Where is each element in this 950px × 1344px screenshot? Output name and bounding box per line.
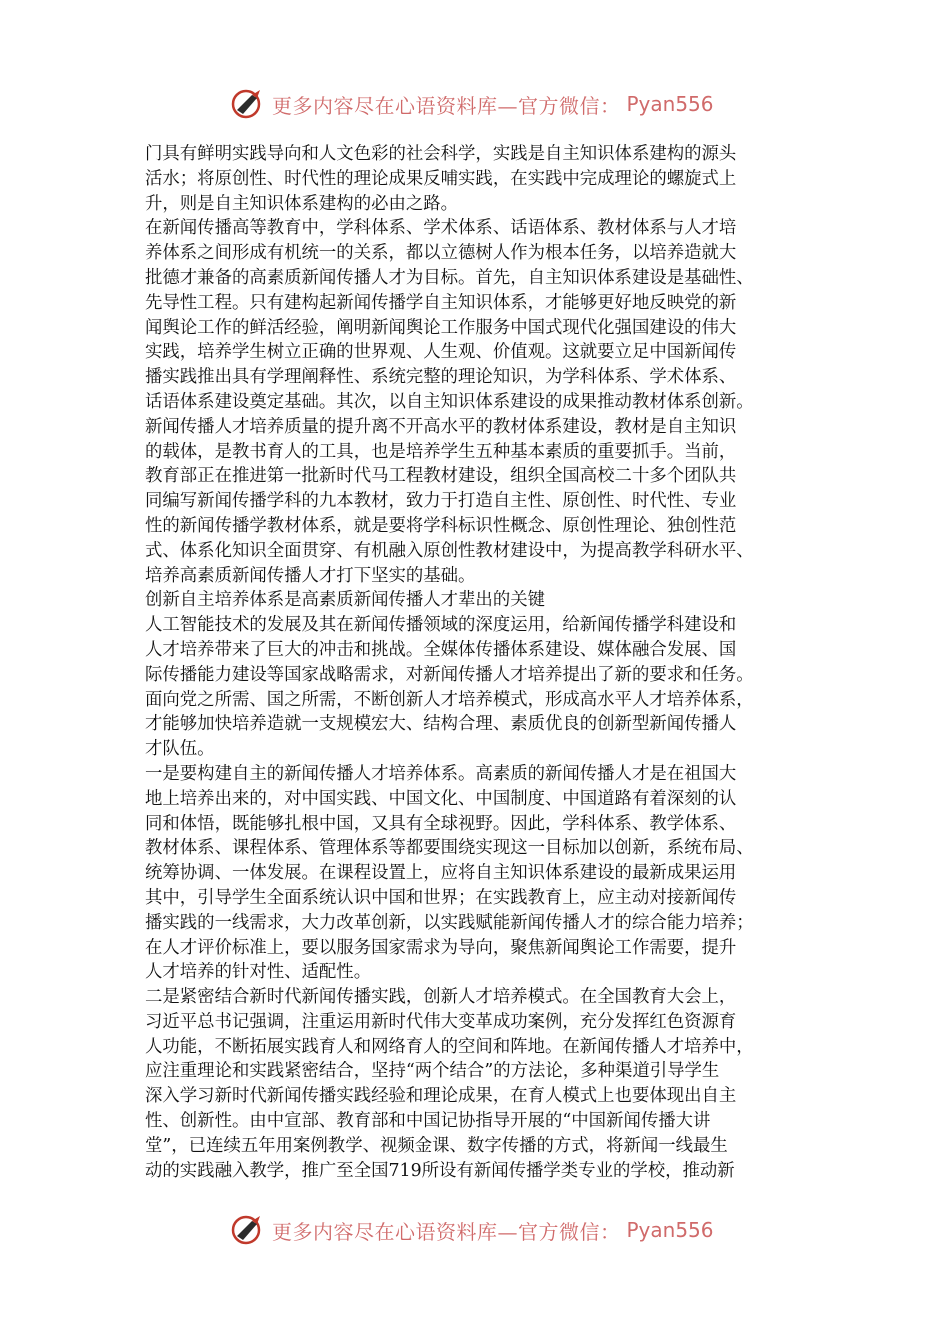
text-line: 同和体悟，既能够扎根中国，又具有全球视野。因此，学科体系、教学体系、 [145, 813, 737, 834]
text-line: 在新闻传播高等教育中，学科体系、学术体系、话语体系、教材体系与人才培 [145, 218, 737, 239]
text-line: 一是要构建自主的新闻传播人才培养体系。高素质的新闻传播人才是在祖国大 [145, 763, 737, 784]
footer-banner-id: Pyan556 [626, 1218, 714, 1242]
text-line: 教育部正在推进第一批新时代马工程教材建设，组织全国高校二十多个团队共 [145, 466, 737, 487]
text-line: 同编写新闻传播学科的九本教材，致力于打造自主性、原创性、时代性、专业 [145, 491, 737, 512]
footer-banner-text: 更多内容尽在心语资料库—官方微信： [272, 1219, 621, 1244]
text-line: 创新自主培养体系是高素质新闻传播人才辈出的关键 [145, 590, 545, 611]
text-line: 其中，引导学生全面系统认识中国和世界；在实践教育上，应主动对接新闻传 [145, 887, 737, 908]
text-line: 统筹协调、一体发展。在课程设置上，应将自主知识体系建设的最新成果运用 [145, 863, 737, 884]
text-line: 性、创新性。由中宣部、教育部和中国记协指导开展的“中国新闻传播大讲 [145, 1111, 711, 1132]
text-line: 先导性工程。只有建构起新闻传播学自主知识体系，才能够更好地反映党的新 [145, 292, 737, 313]
text-line: 习近平总书记强调，注重运用新时代伟大变革成功案例，充分发挥红色资源育 [145, 1011, 737, 1032]
text-line: 播实践的一线需求，大力改革创新，以实践赋能新闻传播人才的综合能力培养； [145, 912, 754, 933]
header-banner-text: 更多内容尽在心语资料库—官方微信： [272, 93, 621, 118]
text-line: 培养高素质新闻传播人才打下坚实的基础。 [145, 565, 476, 586]
text-line: 地上培养出来的，对中国实践、中国文化、中国制度、中国道路有着深刻的认 [145, 788, 737, 809]
text-line: 际传播能力建设等国家战略需求，对新闻传播人才培养提出了新的要求和任务。 [145, 664, 754, 685]
document-body [145, 142, 825, 1183]
pen-logo-icon [230, 86, 266, 122]
text-line: 活水；将原创性、时代性的理论成果反哺实践，在实践中完成理论的螺旋式上 [145, 168, 737, 189]
text-line: 二是紧密结合新时代新闻传播实践，创新人才培养模式。在全国教育大会上， [145, 987, 737, 1008]
header-watermark-banner [230, 84, 750, 124]
text-line: 应注重理论和实践紧密结合，坚持“两个结合”的方法论，多种渠道引导学生 [145, 1061, 720, 1082]
text-line: 门具有鲜明实践导向和人文色彩的社会科学，实践是自主知识体系建构的源头 [145, 144, 737, 164]
text-line: 养体系之间形成有机统一的关系，都以立德树人作为根本任务，以培养造就大 [145, 243, 737, 264]
text-line: 面向党之所需、国之所需，不断创新人才培养模式，形成高水平人才培养体系， [145, 689, 754, 710]
text-line: 才能够加快培养造就一支规模宏大、结构合理、素质优良的创新型新闻传播人 [145, 714, 737, 735]
text-line: 话语体系建设奠定基础。其次，以自主知识体系建设的成果推动教材体系创新。 [145, 391, 754, 412]
text-line: 升，则是自主知识体系建构的必由之路。 [145, 193, 459, 214]
text-line: 人才培养的针对性、适配性。 [145, 962, 372, 983]
text-line: 实践，培养学生树立正确的世界观、人生观、价值观。这就要立足中国新闻传 [145, 342, 737, 363]
text-line: 动的实践融入教学，推广至全国719所设有新闻传播学类专业的学校，推动新 [145, 1160, 735, 1181]
text-line: 的载体，是教书育人的工具，也是培养学生五种基本素质的重要抓手。当前， [145, 441, 737, 462]
header-banner-id: Pyan556 [626, 92, 714, 116]
footer-watermark-banner [230, 1210, 750, 1250]
text-line: 才队伍。 [145, 739, 215, 760]
text-line: 在人才评价标准上，要以服务国家需求为导向，聚焦新闻舆论工作需要，提升 [145, 937, 737, 958]
text-line: 新闻传播人才培养质量的提升离不开高水平的教材体系建设，教材是自主知识 [145, 416, 737, 437]
text-line: 教材体系、课程体系、管理体系等都要围绕实现这一目标加以创新，系统布局、 [145, 838, 754, 859]
text-line: 深入学习新时代新闻传播实践经验和理论成果，在育人模式上也要体现出自主 [145, 1086, 737, 1107]
text-line: 性的新闻传播学教材体系，就是要将学科标识性概念、原创性理论、独创性范 [145, 515, 737, 536]
text-line: 闻舆论工作的鲜活经验，阐明新闻舆论工作服务中国式现代化强国建设的伟大 [145, 317, 737, 338]
text-line: 播实践推出具有学理阐释性、系统完整的理论知识，为学科体系、学术体系、 [145, 367, 737, 388]
text-line: 人工智能技术的发展及其在新闻传播领域的深度运用，给新闻传播学科建设和 [145, 615, 737, 636]
text-line: 人功能，不断拓展实践育人和网络育人的空间和阵地。在新闻传播人才培养中， [145, 1036, 754, 1057]
text-line: 式、体系化知识全面贯穿、有机融入原创性教材建设中，为提高教学科研水平、 [145, 540, 754, 561]
text-line: 堂”，已连续五年用案例教学、视频金课、数字传播的方式，将新闻一线最生 [145, 1135, 728, 1156]
text-line: 批德才兼备的高素质新闻传播人才为目标。首先，自主知识体系建设是基础性、 [145, 267, 754, 288]
text-line: 人才培养带来了巨大的冲击和挑战。全媒体传播体系建设、媒体融合发展、国 [145, 639, 737, 660]
pen-logo-icon [230, 1212, 266, 1248]
